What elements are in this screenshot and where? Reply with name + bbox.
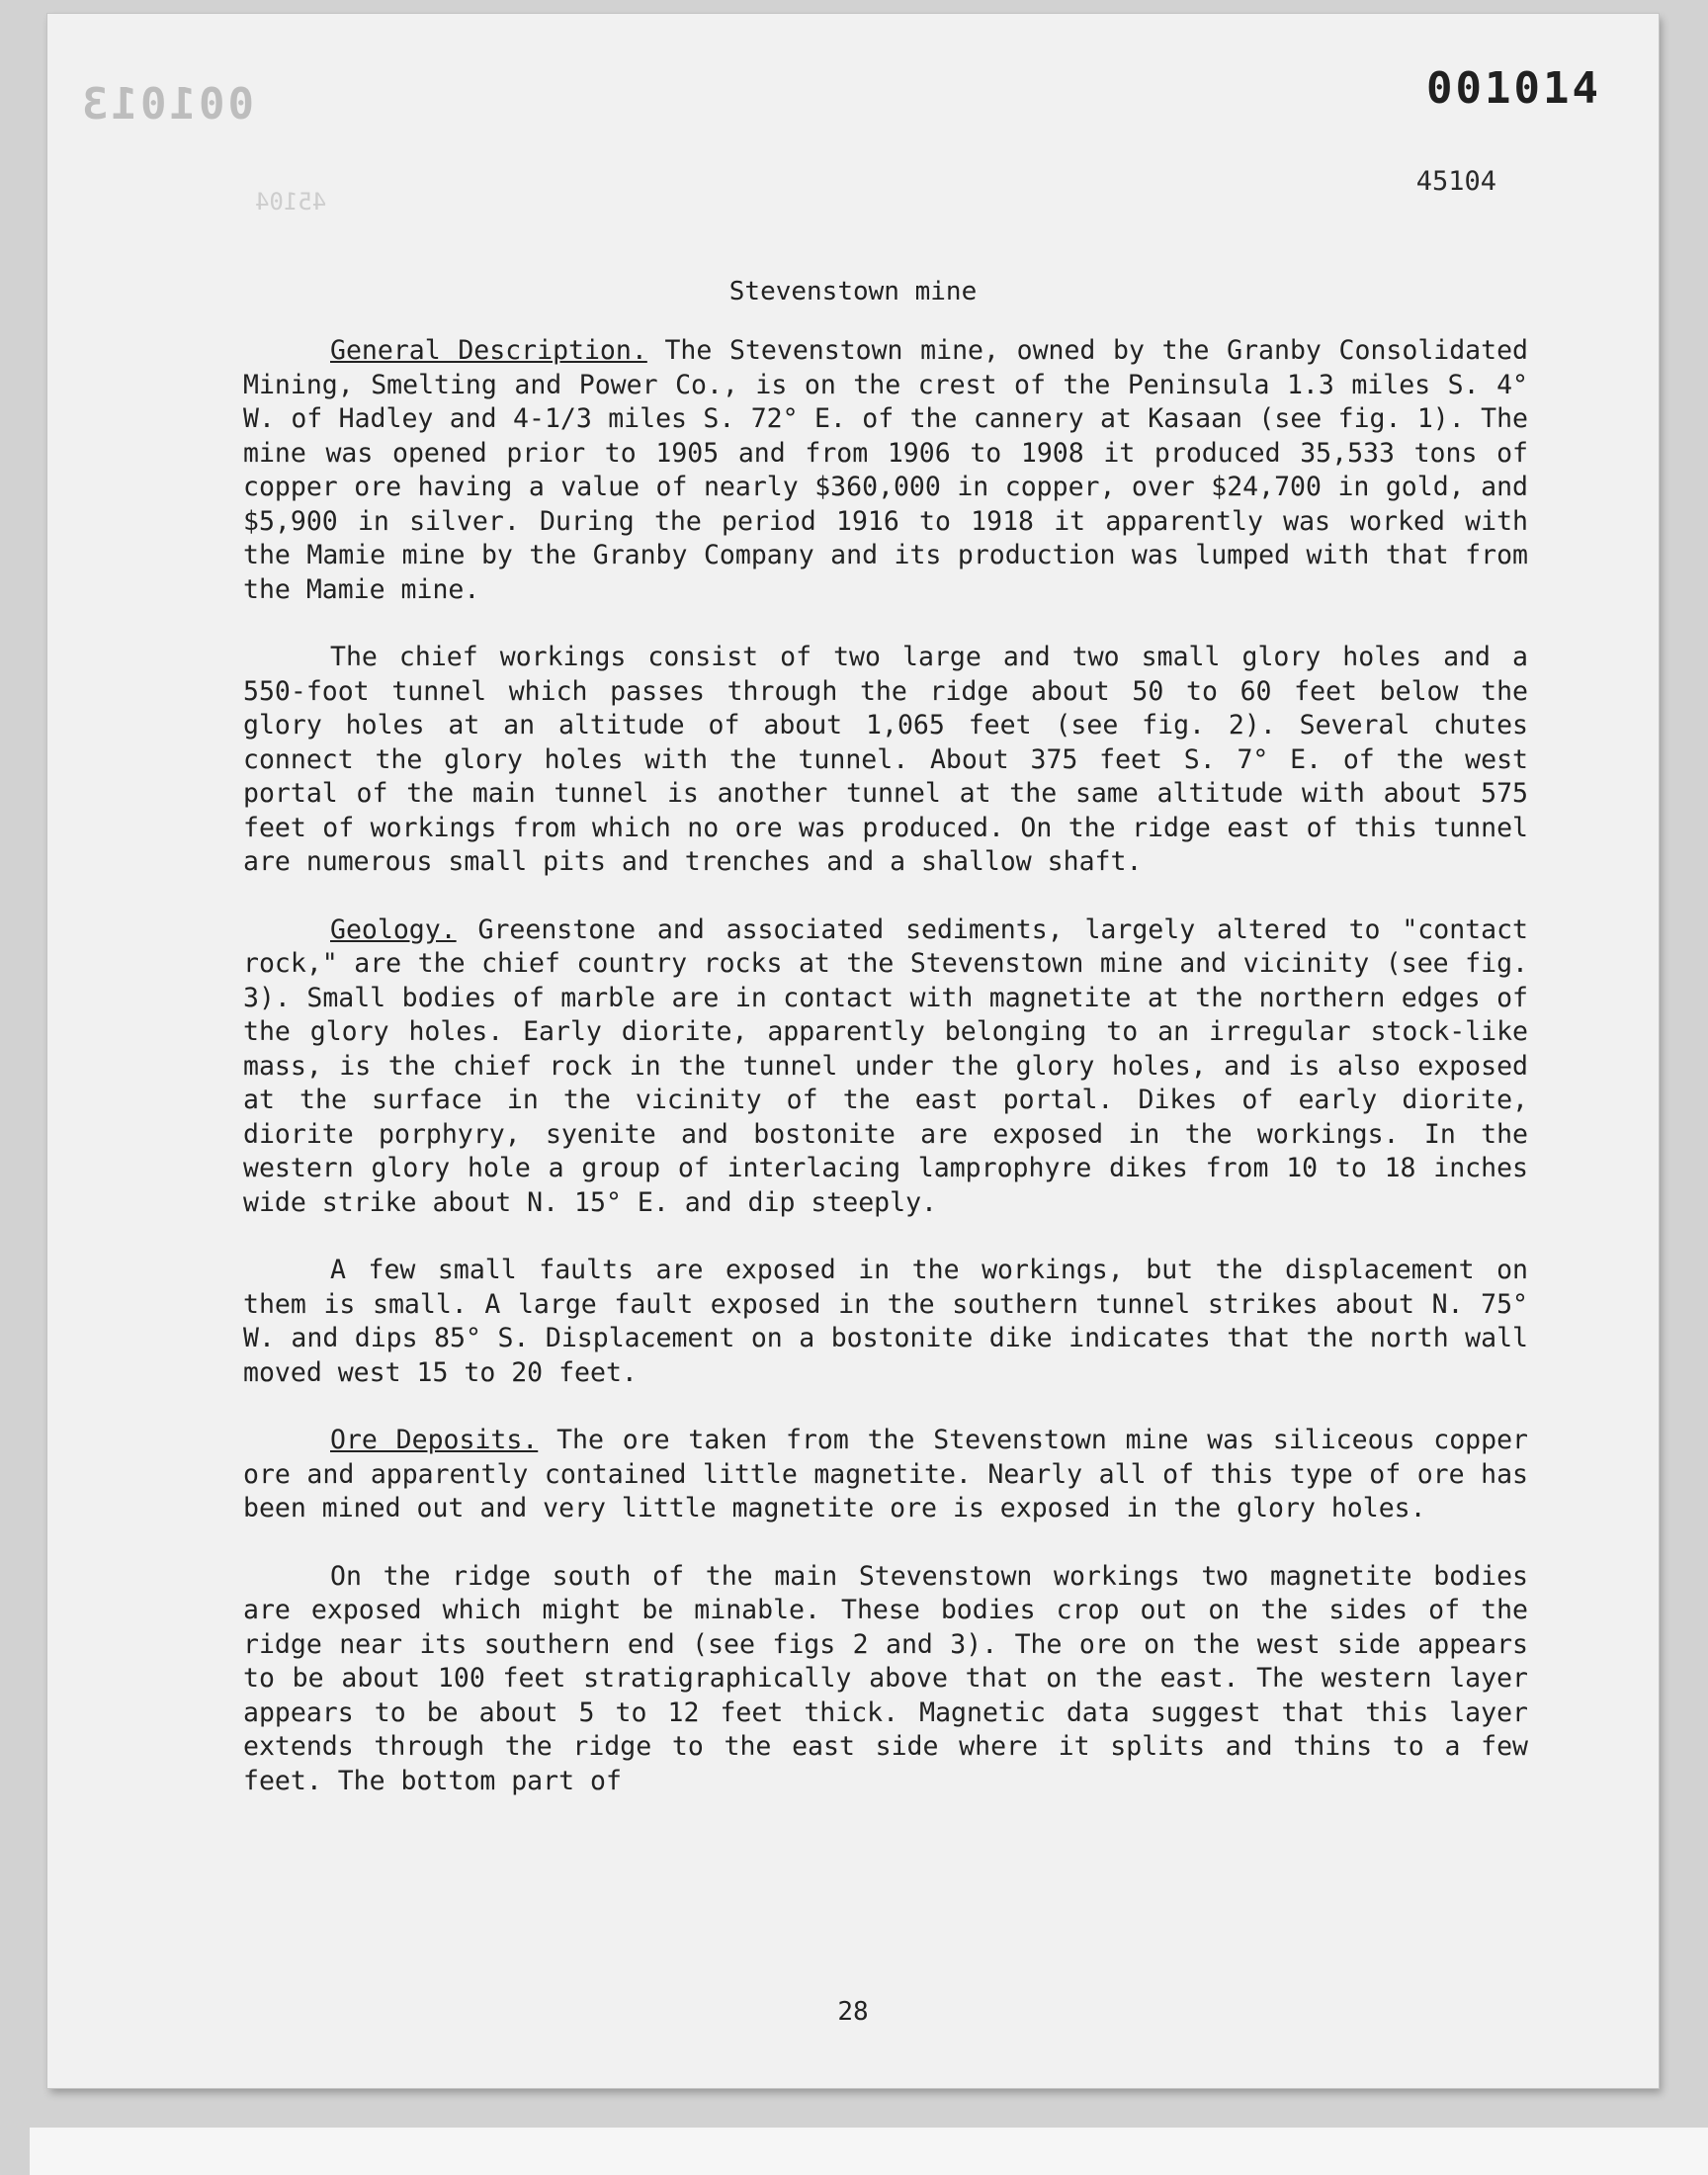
bleed-through-number: 45104 <box>255 188 327 216</box>
document-number: 45104 <box>1415 166 1496 197</box>
page-number: 28 <box>837 1997 869 2027</box>
paragraph-text: A few small faults are exposed in the workings, but the displacement on them is small. A large fault exposed in the southern tunnel strikes about N. 75° W. and dips 85° S. Displacement on a bostonite dike indicates that the north wall moved west 15 to 20 feet. <box>243 1255 1528 1388</box>
paragraph-text: The ore taken from the Stevenstown mine was siliceous copper ore and apparently contained little magnetite. Nearly all of this type of ore has been mined out and very little magnetite ore is exposed in the glory holes. <box>243 1425 1528 1523</box>
paragraph-general-description <box>243 334 1528 607</box>
paragraph-text: The Stevenstown mine, owned by the Granby Consolidated Mining, Smelting and Power Co., is on the crest of the Peninsula 1.3 miles S. 4° W. of Hadley and 4-1/3 miles S. 72° E. of the cannery at Kasaan (see fig. 1). The mine was opened prior to 1905 and from 1906 to 1908 it produced 35,533 tons of copper ore having a value of nearly $360,000 in copper, over $24,700 in gold, and $5,900 in silver. During the period 1916 to 1918 it apparently was worked with the Mamie mine by the Granby Company and its production was lumped with that from the Mamie mine. <box>243 335 1528 605</box>
document-page <box>47 14 1659 2088</box>
paragraph-magnetite-bodies <box>243 1560 1528 1799</box>
bleed-through-stamp: 001013 <box>79 79 254 130</box>
paragraph-faults <box>243 1254 1528 1390</box>
paragraph-text: On the ridge south of the main Stevenstown workings two magnetite bodies are exposed which might be minable. These bodies crop out on the sides of the ridge near its southern end (see figs 2 and 3). The ore on the west side appears to be about 100 feet stratigraphically above that on the east. The western layer appears to be about 5 to 12 feet thick. Magnetic data suggest that this layer extends through the ridge to the east side where it splits and thins to a few feet. The bottom part of <box>243 1560 1528 1796</box>
page-title: Stevenstown mine <box>728 277 978 306</box>
scanner-bottom-strip <box>30 2128 1708 2175</box>
paragraph-workings <box>243 641 1528 880</box>
section-heading: General Description. <box>330 335 647 366</box>
paragraph-text: Greenstone and associated sediments, largely altered to "contact rock," are the chief country rocks at the Stevenstown mine and vicinity (see fig. 3). Small bodies of marble are in contact with magnetite at the northern edges of the glory holes. Early diorite, apparently belonging to an irregular stock-like mass, is the chief rock in the tunnel under the glory holes, and is also exposed at the surface in the vicinity of the east portal. Dikes of early diorite, diorite porphyry, syenite and bostonite are exposed in the workings. In the western glory hole a group of interlacing lamprophyre dikes from 10 to 18 inches wide strike about N. 15° E. and dip steeply. <box>243 914 1528 1218</box>
archive-stamp-number: 001014 <box>1426 63 1601 114</box>
paragraph-text: The chief workings consist of two large and two small glory holes and a 550-foot tunnel which passes through the ridge about 50 to 60 feet below the glory holes at an altitude of about 1,065 feet (see fig. 2). Several chutes connect the glory holes with the tunnel. About 375 feet S. 7° E. of the west portal of the main tunnel is another tunnel at the same altitude with about 575 feet of workings from which no ore was produced. On the ridge east of this tunnel are numerous small pits and trenches and a shallow shaft. <box>243 642 1528 877</box>
paragraph-geology <box>243 914 1528 1221</box>
document-body <box>243 334 1528 1832</box>
section-heading: Geology. <box>330 914 457 945</box>
paragraph-ore-deposits <box>243 1424 1528 1526</box>
section-heading: Ore Deposits. <box>330 1425 539 1455</box>
